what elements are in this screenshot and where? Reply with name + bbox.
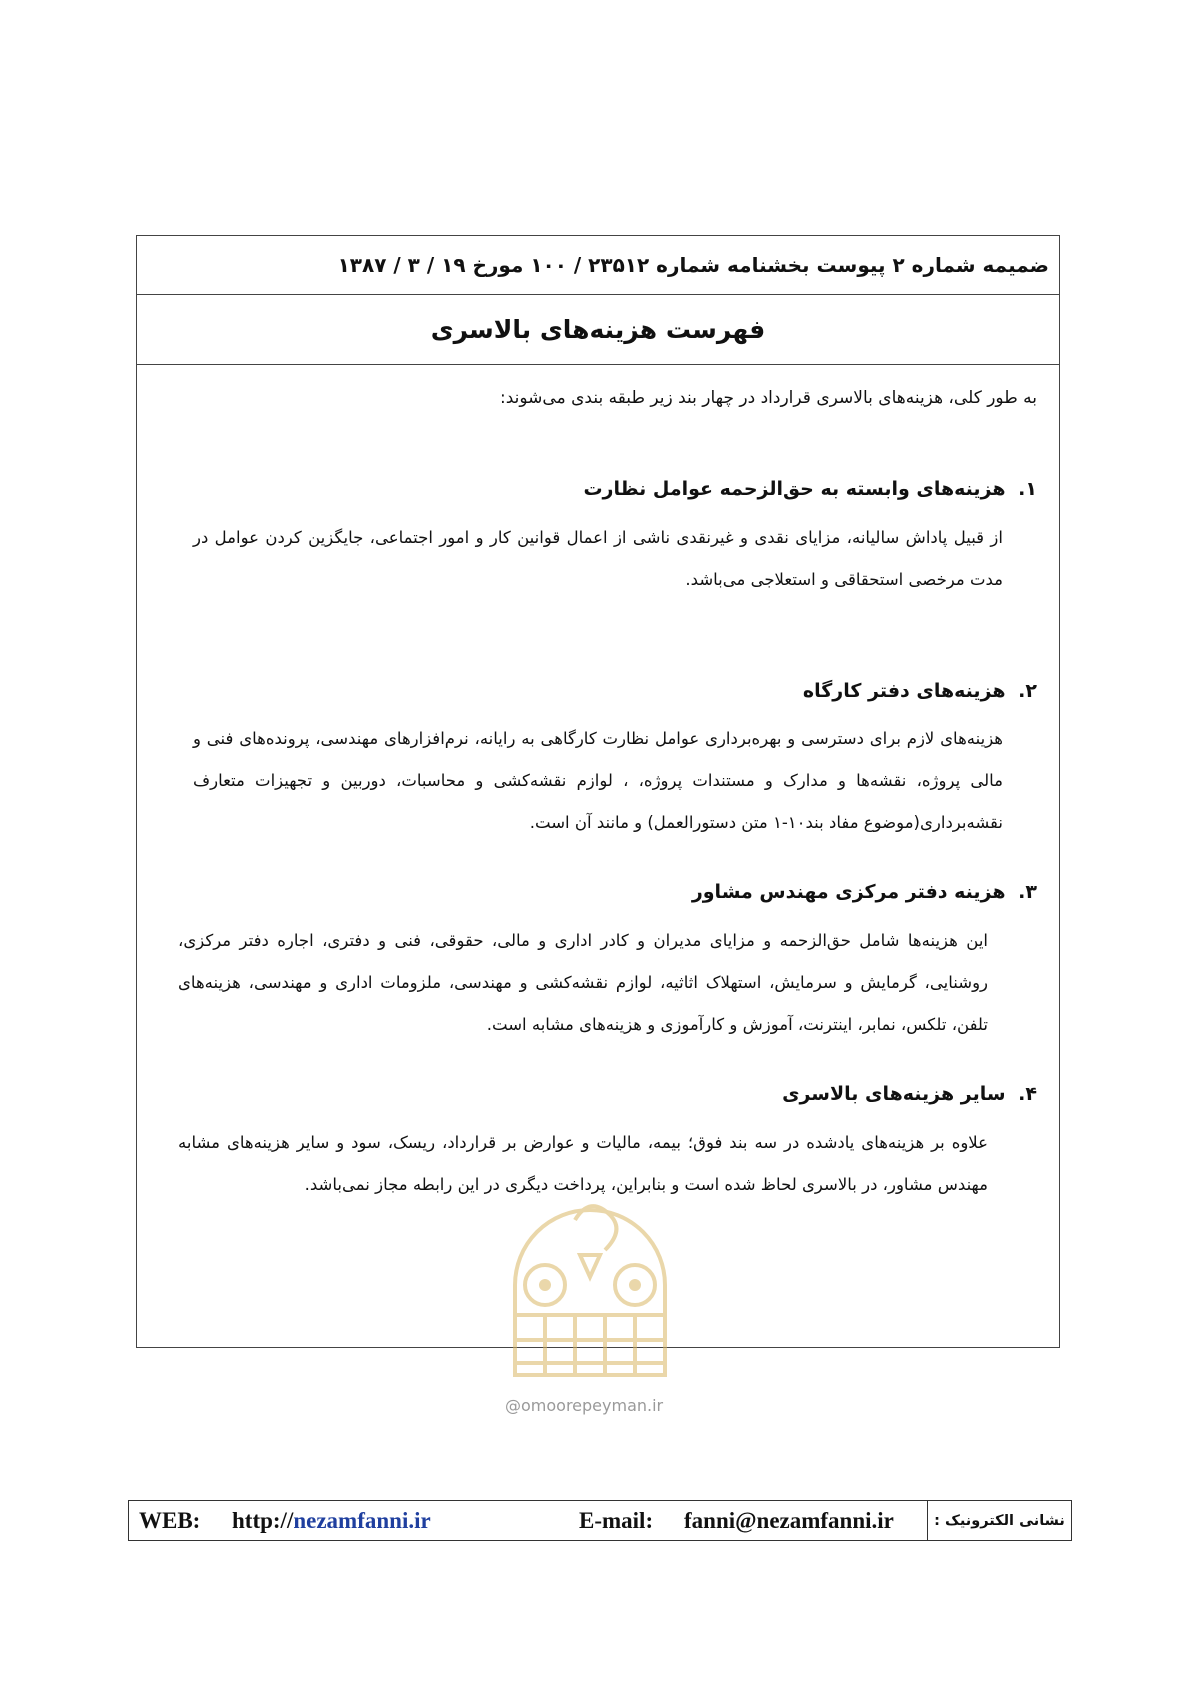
title-row	[137, 295, 1059, 365]
section-1-title: هزینه‌های وابسته به حق‌الزحمه عوامل نظارت	[583, 478, 1006, 500]
circular-reference-text: ضمیمه شماره ۲ پیوست بخشنامه شماره ۲۳۵۱۲ / ۱۰۰ مورخ ۱۹ / ۳ / ۱۳۸۷	[337, 253, 1049, 277]
section-4-number: ۴.	[1018, 1083, 1037, 1105]
section-1-heading	[583, 478, 1037, 500]
footer-contact-details	[129, 1501, 927, 1540]
email-label: E-mail:	[579, 1507, 654, 1533]
circular-reference-row	[137, 236, 1059, 295]
web-link-domain: nezamfanni.ir	[293, 1507, 431, 1533]
section-4-text: علاوه بر هزینه‌های یادشده در سه بند فوق؛ بیمه، مالیات و عوارض بر قرارداد، ریسک، سود و سایر هزینه‌های مشابه مهندس مشاور، در بالاسری لحاظ شده است و بنابراین، پرداخت دیگری در این رابطه مجاز نمی‌باشد.	[178, 1133, 988, 1194]
footer-label: نشانی الکترونیک :	[927, 1501, 1071, 1540]
section-2-number: ۲.	[1018, 680, 1037, 702]
section-1-number: ۱.	[1018, 478, 1037, 500]
web-label: WEB:	[139, 1507, 201, 1533]
footer-contact-bar	[128, 1500, 1072, 1541]
section-1-body	[193, 517, 1003, 601]
section-3-text: این هزینه‌ها شامل حق‌الزحمه و مزایای مدیران و کادر اداری و مالی، حقوقی، فنی و دفتری، اجاره دفتر مرکزی، روشنایی، گرمایش و سرمایش، استهلاک اثاثیه، لوازم نقشه‌کشی و مهندسی، ملزومات اداری و مهندسی، هزینه‌های تلفن، تلکس، نمابر، اینترنت، آموزش و کارآموزی و هزینه‌های مشابه است.	[178, 931, 988, 1034]
section-2-title: هزینه‌های دفتر کارگاه	[802, 680, 1006, 702]
email-link[interactable]: fanni@nezamfanni.ir	[684, 1507, 894, 1533]
section-4-heading	[782, 1083, 1037, 1105]
section-3-title: هزینه دفتر مرکزی مهندس مشاور	[691, 881, 1006, 903]
web-link-prefix: http://	[232, 1507, 294, 1533]
watermark-logo	[485, 1165, 695, 1395]
section-4-title: سایر هزینه‌های بالاسری	[782, 1083, 1006, 1105]
section-2-heading	[803, 680, 1037, 702]
section-3-number: ۳.	[1018, 881, 1037, 903]
section-2-text: هزینه‌های لازم برای دسترسی و بهره‌برداری عوامل نظارت کارگاهی به رایانه، نرم‌افزارهای مهندسی، پرونده‌های فنی و مالی پروژه، نقشه‌ها و مدارک و مستندات پروژه، ، لوازم نقشه‌کشی و محاسبات، دوربین و تجهیزات متعارف نقشه‌برداری(موضوع مفاد بند۱۰-۱ متن دستورالعمل) و مانند آن است.	[193, 729, 1003, 832]
page-title: فهرست هزینه‌های بالاسری	[430, 315, 766, 344]
section-3-heading	[692, 881, 1037, 903]
web-link[interactable]	[232, 1508, 431, 1534]
watermark-url: @omoorepeyman.ir	[505, 1396, 664, 1415]
intro-paragraph: به طور کلی، هزینه‌های بالاسری قرارداد در چهار بند زیر طبقه بندی می‌شوند:	[500, 388, 1037, 408]
section-2-body	[193, 718, 1003, 844]
section-1-text: از قبیل پاداش سالیانه، مزایای نقدی و غیرنقدی ناشی از اعمال قوانین کار و امور اجتماعی، جایگزین کردن عوامل در مدت مرخصی استحقاقی و استعلاجی می‌باشد.	[193, 528, 1003, 589]
section-3-body	[178, 920, 988, 1046]
